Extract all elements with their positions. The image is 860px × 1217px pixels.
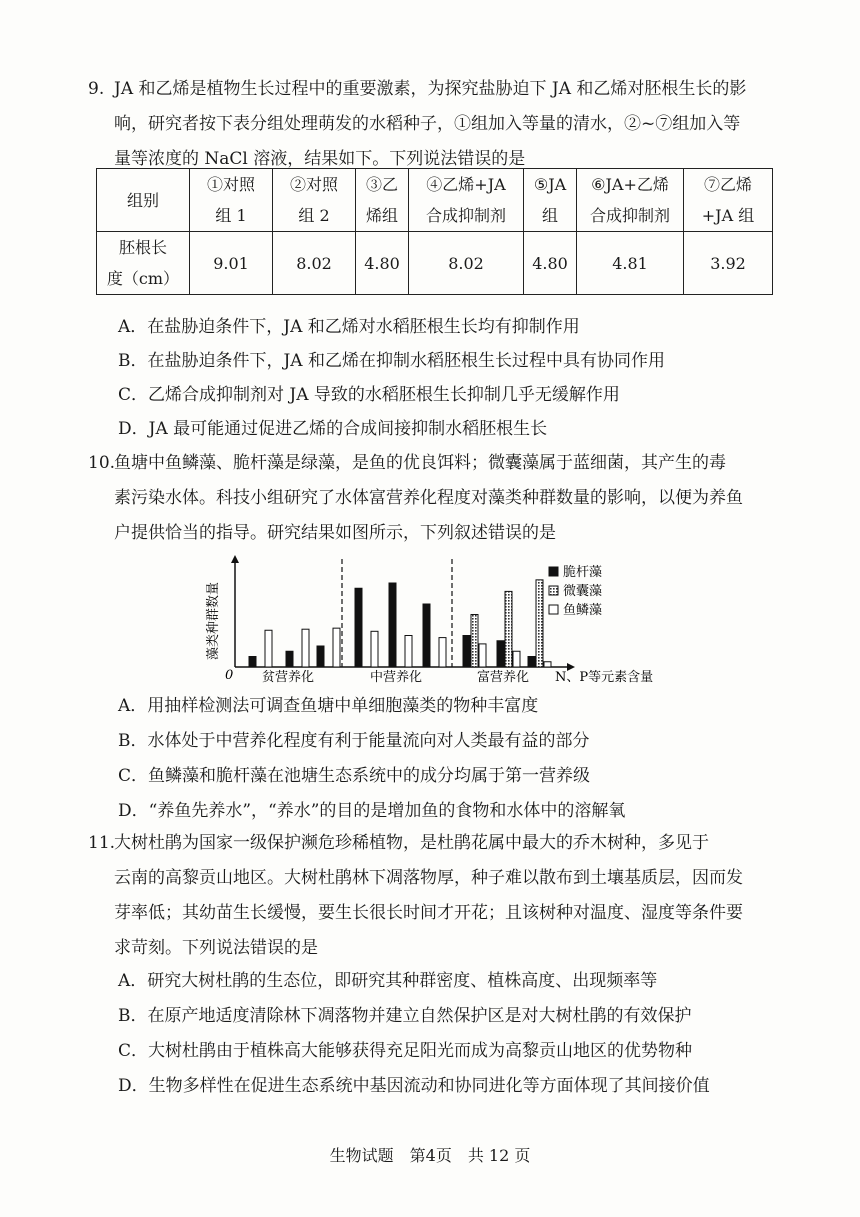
bar-hollow: [405, 636, 412, 668]
table-row: [97, 232, 773, 295]
table-cell: 8.02: [273, 232, 356, 295]
y-axis-arrow: [231, 555, 239, 563]
bar-solid: [317, 646, 324, 667]
legend-label: 微囊藻: [563, 584, 603, 599]
page-footer: 生物试题 第4页 共 12 页: [329, 1146, 531, 1165]
option-b: B．在原产地适度清除林下凋落物并建立自然保护区是对大树杜鹃的有效保护: [118, 1006, 692, 1026]
table-cell: ⑦乙烯 +JA 组: [684, 169, 773, 232]
option-b: B．在盐胁迫条件下，JA 和乙烯在抑制水稻胚根生长过程中具有协同作用: [118, 351, 665, 371]
legend-swatch: [549, 605, 558, 614]
bar-solid: [497, 641, 504, 667]
bar-hollow: [302, 629, 309, 667]
legend-label: 鱼鳞藻: [563, 603, 603, 618]
question-stem-line: JA 和乙烯是植物生长过程中的重要激素，为探究盐胁迫下 JA 和乙烯对胚根生长的影: [114, 79, 747, 99]
table-cell: ⑥JA+乙烯 合成抑制剂: [577, 169, 684, 232]
bar-hollow: [333, 628, 340, 667]
question-10: [88, 446, 788, 551]
bar-hollow: [479, 644, 486, 667]
table-cell: 8.02: [409, 232, 524, 295]
question-stem-line: 鱼塘中鱼鳞藻、脆杆藻是绿藻，是鱼的优良饵料；微囊藻属于蓝细菌，其产生的毒: [114, 453, 726, 473]
bar-solid: [389, 583, 396, 667]
bar-hatched: [536, 580, 543, 667]
region-label: 中营养化: [369, 670, 423, 685]
legend-swatch: [549, 567, 558, 576]
option-d: D．JA 最可能通过促进乙烯的合成间接抑制水稻胚根生长: [118, 419, 548, 439]
table-cell: 9.01: [190, 232, 273, 295]
bar-hollow: [513, 651, 520, 667]
bar-solid: [355, 588, 362, 667]
question-stem-line: 求苛刻。下列说法错误的是: [114, 938, 318, 958]
chart-legend: [549, 564, 602, 618]
question-stem-line: 芽率低；其幼苗生长缓慢，要生长很长时间才开花；且该树种对温度、湿度等条件要: [114, 903, 743, 923]
bar-solid: [463, 636, 470, 668]
option-d: D．“养鱼先养水”，“养水”的目的是增加鱼的食物和水体中的溶解氧: [118, 801, 626, 821]
question-9: [88, 72, 788, 177]
legend-label: 脆杆藻: [563, 565, 603, 580]
question-stem-line: 大树杜鹃为国家一级保护濒危珍稀植物，是杜鹃花属中最大的乔木树种，多见于: [114, 833, 709, 853]
region-labels: [262, 669, 529, 685]
bar-solid: [286, 651, 293, 667]
table-cell: ⑤JA 组: [524, 169, 577, 232]
origin-label: 0: [225, 668, 234, 683]
bar-hollow: [544, 662, 551, 667]
bar-hollow: [439, 638, 446, 667]
table-cell: ④乙烯+JA 合成抑制剂: [409, 169, 524, 232]
bars-group: [249, 580, 551, 667]
algae-bar-chart: [205, 555, 655, 685]
option-a: A．研究大树杜鹃的生态位，即研究其种群密度、植株高度、出现频率等: [118, 971, 658, 991]
x-axis-label: N、P等元素含量: [555, 670, 654, 685]
bar-solid: [528, 657, 535, 668]
legend-swatch: [549, 586, 558, 595]
table-cell: 3.92: [684, 232, 773, 295]
bar-hatched: [505, 591, 512, 667]
question-stem-line: 素污染水体。科技小组研究了水体富营养化程度对藻类种群数量的影响，以便为养鱼: [114, 488, 743, 508]
table-cell: 4.80: [356, 232, 409, 295]
option-c: C．乙烯合成抑制剂对 JA 导致的水稻胚根生长抑制几乎无缓解作用: [118, 385, 620, 405]
y-axis-label: 藻类种群数量: [206, 581, 221, 661]
question-stem-line: 云南的高黎贡山地区。大树杜鹃林下凋落物厚，种子难以散布到土壤基质层，因而发: [114, 868, 743, 888]
question-number: 11.: [88, 833, 116, 853]
table-cell: 4.81: [577, 232, 684, 295]
table-header-cell: 胚根长 度（cm）: [97, 232, 190, 295]
table-cell: ①对照 组 1: [190, 169, 273, 232]
option-c: C．鱼鳞藻和脆杆藻在池塘生态系统中的成分均属于第一营养级: [118, 766, 591, 786]
option-b: B．水体处于中营养化程度有利于能量流向对人类最有益的部分: [118, 731, 590, 751]
region-label: 富营养化: [476, 670, 530, 685]
results-table: [96, 168, 773, 295]
table-cell: 4.80: [524, 232, 577, 295]
table-cell: ②对照 组 2: [273, 169, 356, 232]
option-c: C．大树杜鹃由于植株高大能够获得充足阳光而成为高黎贡山地区的优势物种: [118, 1041, 693, 1061]
option-d: D．生物多样性在促进生态系统中基因流动和协同进化等方面体现了其间接价值: [118, 1076, 710, 1096]
option-a: A．用抽样检测法可调查鱼塘中单细胞藻类的物种丰富度: [118, 696, 539, 716]
question-number: 10.: [88, 453, 116, 473]
question-stem-line: 户提供恰当的指导。研究结果如图所示，下列叙述错误的是: [114, 523, 556, 543]
question-11: [88, 826, 788, 966]
bar-hollow: [265, 630, 272, 667]
table-cell: ③乙 烯组: [356, 169, 409, 232]
question-stem-line: 量等浓度的 NaCl 溶液，结果如下。下列说法错误的是: [114, 149, 526, 169]
bar-solid: [423, 604, 430, 667]
bar-solid: [249, 657, 256, 668]
bar-hatched: [471, 615, 478, 668]
region-label: 贫营养化: [261, 670, 315, 685]
question-number: 9.: [88, 79, 105, 99]
option-a: A．在盐胁迫条件下，JA 和乙烯对水稻胚根生长均有抑制作用: [118, 317, 580, 337]
bar-hollow: [371, 631, 378, 667]
question-stem-line: 响，研究者按下表分组处理萌发的水稻种子，①组加入等量的清水，②~⑦组加入等: [114, 114, 741, 134]
table-row: [97, 169, 773, 232]
table-header-cell: 组别: [97, 169, 190, 232]
